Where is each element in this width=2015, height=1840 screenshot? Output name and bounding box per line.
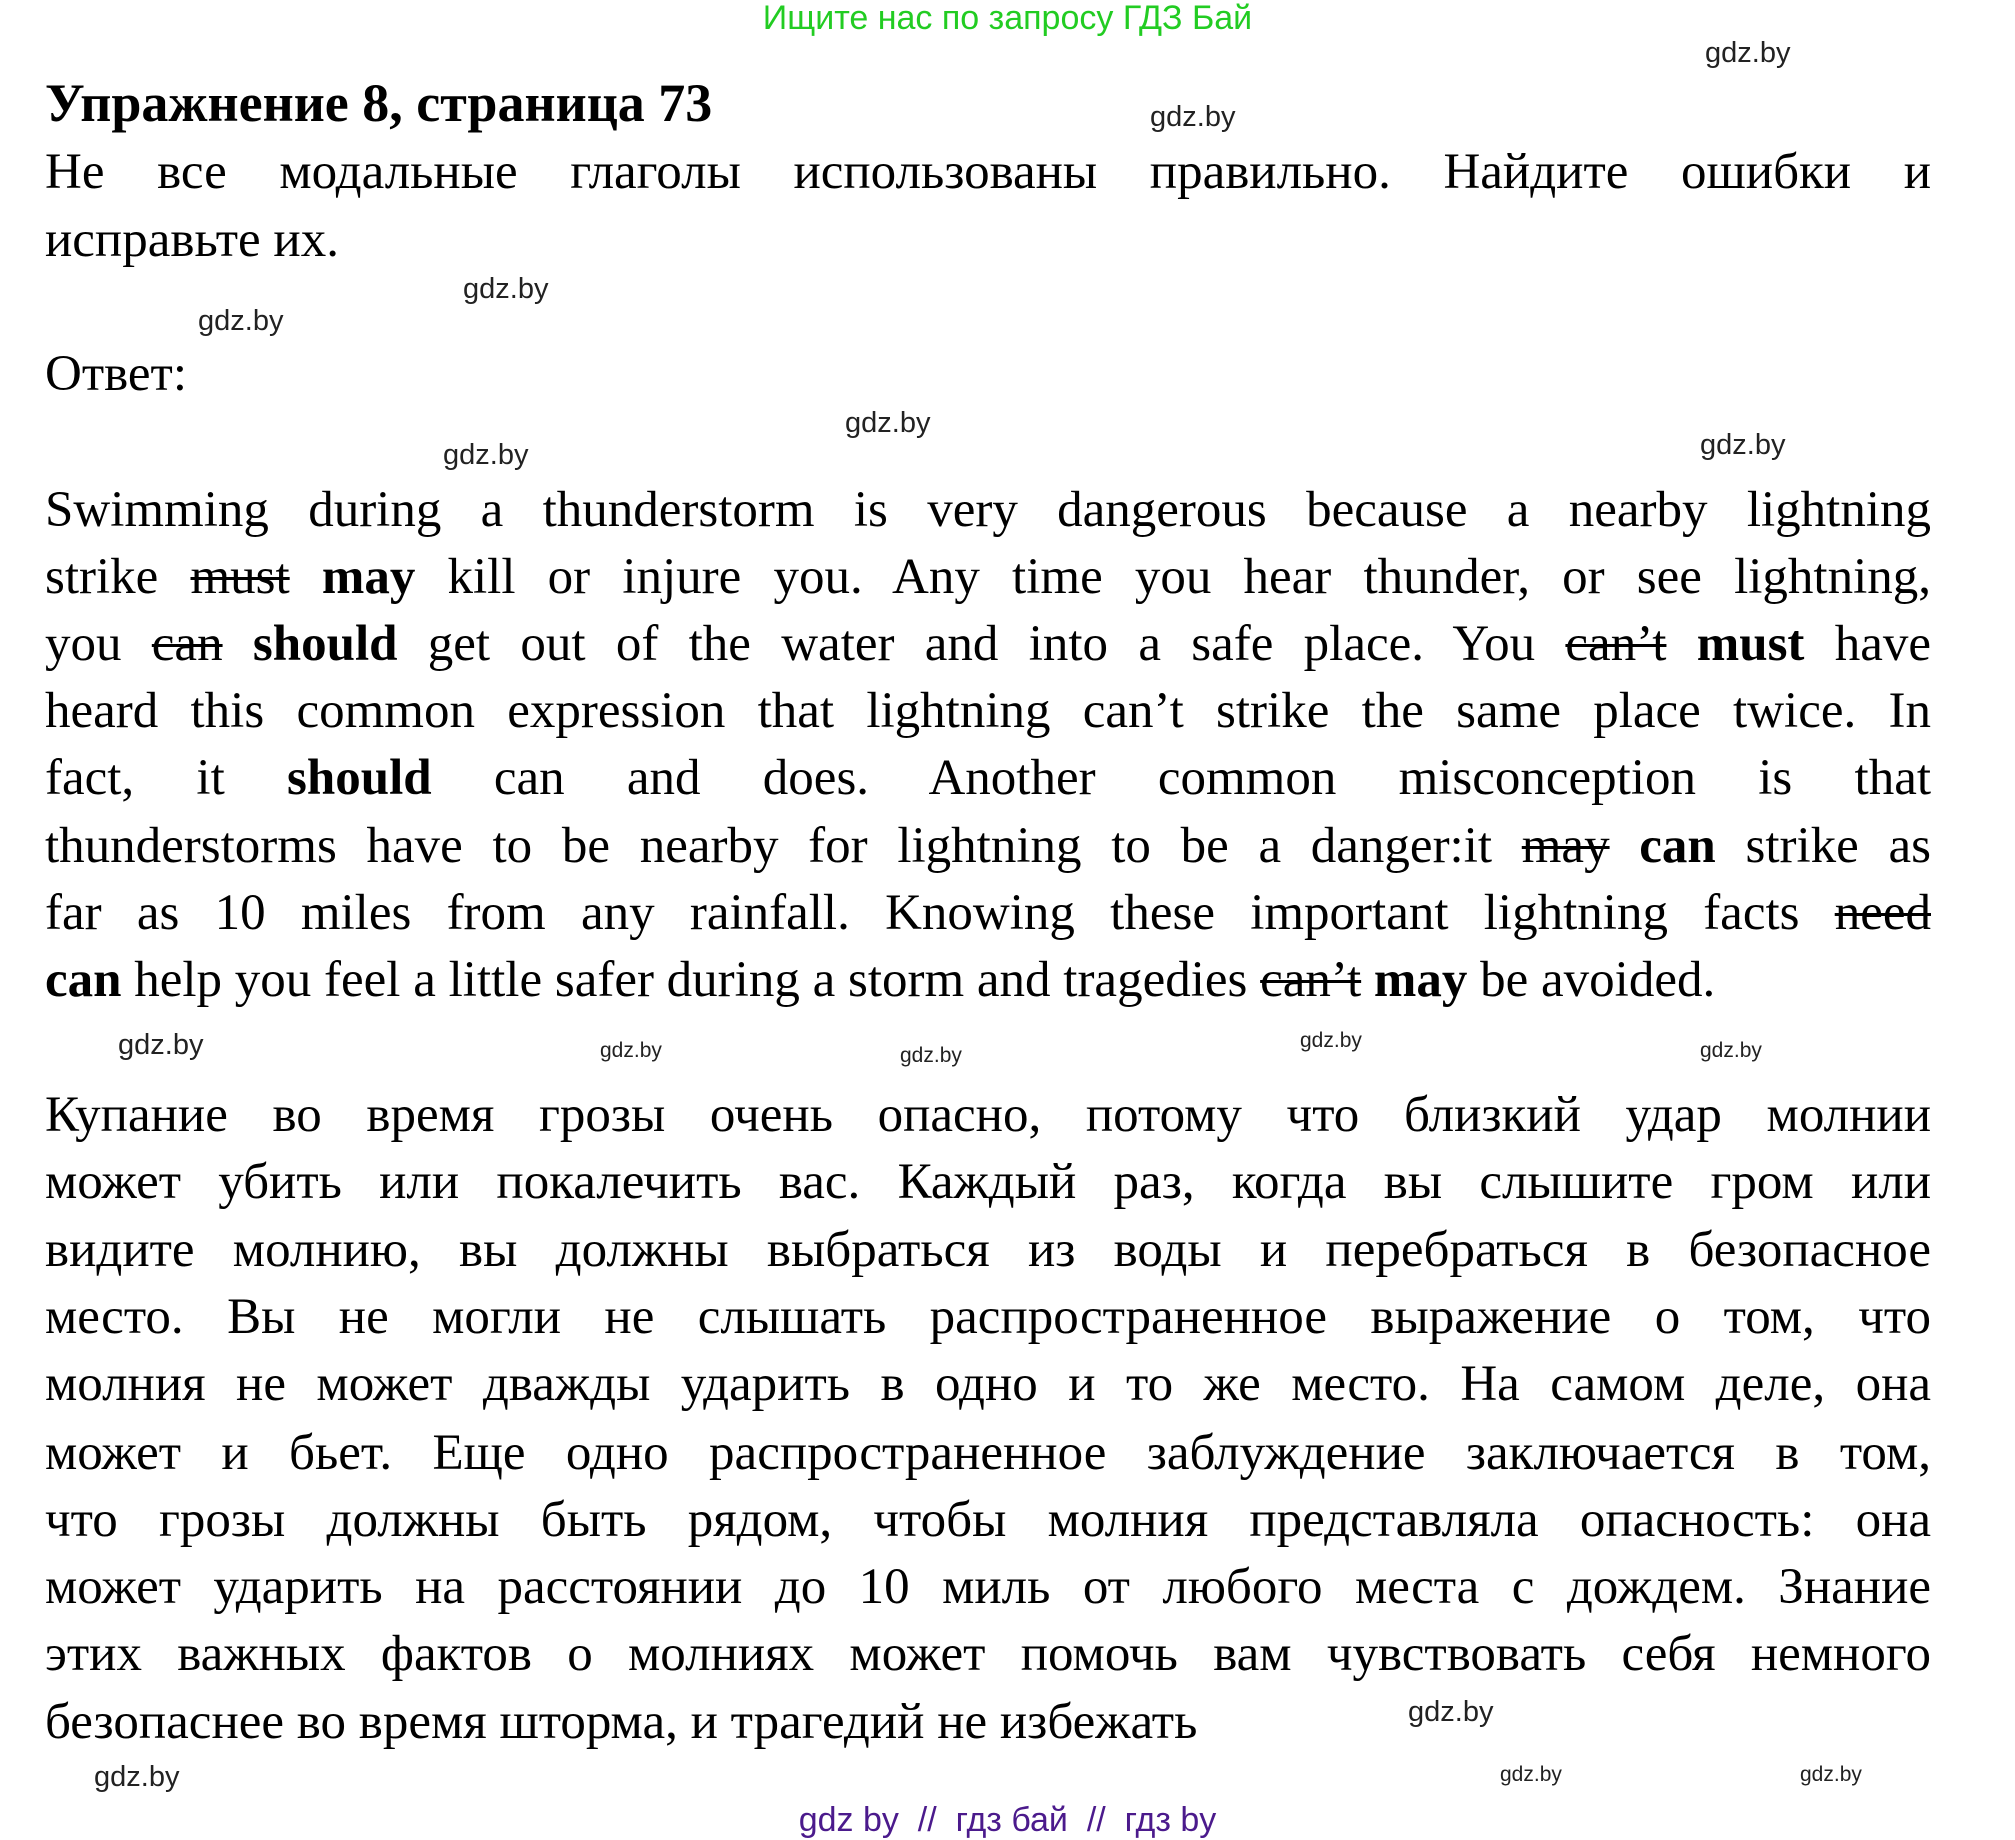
text-segment: kill or injure you. Any time you hear thunder, or see lightning,: [415, 549, 1931, 605]
watermark: gdz.by: [900, 1044, 962, 1067]
text-segment: can and does. Another common misconception is that: [431, 750, 1932, 806]
corrected-word: can: [1639, 818, 1716, 874]
english-line: [45, 612, 1931, 676]
crossed-out-word: may: [1521, 818, 1610, 874]
corrected-word: can: [45, 952, 122, 1008]
watermark: gdz.by: [600, 1039, 662, 1062]
text-segment: [223, 616, 253, 672]
english-line: [45, 814, 1931, 878]
crossed-out-word: can’t: [1260, 952, 1362, 1008]
watermark: gdz.by: [1800, 1763, 1862, 1786]
text-segment: thunderstorms have to be nearby for lightning to be a danger:it: [45, 818, 1522, 874]
text-segment: Swimming during a thunderstorm is very dangerous because a nearby lightning: [45, 482, 1931, 538]
corrected-word: may: [321, 549, 416, 605]
english-line: [45, 478, 1931, 542]
russian-line: безопаснее во время шторма, и трагедий не избежать: [45, 1694, 1198, 1750]
crossed-out-word: can’t: [1565, 616, 1667, 672]
russian-line: может и бьет. Еще одно распространенное заблуждение заключается в том,: [45, 1425, 1931, 1481]
watermark: gdz.by: [198, 305, 284, 337]
watermark: gdz.by: [94, 1761, 180, 1793]
text-segment: you: [45, 616, 152, 672]
russian-line: Купание во время грозы очень опасно, потому что близкий удар молнии: [45, 1087, 1931, 1143]
crossed-out-word: must: [190, 549, 290, 605]
text-segment: [1610, 818, 1640, 874]
instruction-line: исправьте их.: [45, 212, 339, 268]
watermark: gdz.by: [1500, 1763, 1562, 1786]
text-segment: strike: [45, 549, 191, 605]
russian-line: что грозы должны быть рядом, чтобы молния представляла опасность: она: [45, 1492, 1931, 1548]
watermark: gdz.by: [1150, 101, 1236, 133]
watermark: gdz.by: [1700, 429, 1786, 461]
watermark: gdz.by: [845, 407, 931, 439]
watermark: gdz.by: [1300, 1029, 1362, 1052]
instruction-line: Не все модальные глаголы использованы правильно. Найдите ошибки и: [45, 144, 1931, 200]
english-line: [45, 679, 1931, 743]
english-line: [45, 948, 1715, 1012]
russian-line: может убить или покалечить вас. Каждый раз, когда вы слышите гром или: [45, 1154, 1931, 1210]
russian-line: этих важных фактов о молниях может помочь вам чувствовать себя немного: [45, 1626, 1931, 1682]
text-segment: [1666, 616, 1696, 672]
text-segment: get out of the water and into a safe place. You: [397, 616, 1566, 672]
corrected-word: should: [287, 750, 432, 806]
watermark: gdz.by: [443, 439, 529, 471]
corrected-word: must: [1696, 616, 1805, 672]
watermark: gdz.by: [463, 273, 549, 305]
page-title: Упражнение 8, страница 73: [45, 73, 713, 133]
answer-label: Ответ:: [45, 346, 187, 402]
watermark: gdz.by: [118, 1029, 204, 1061]
search-banner: Ищите нас по запросу ГДЗ Бай: [762, 0, 1253, 37]
text-segment: be avoided.: [1467, 952, 1716, 1008]
russian-line: место. Вы не могли не слышать распространенное выражение о том, что: [45, 1289, 1931, 1345]
footer-links: gdz by // гдз бай // гдз by: [798, 1801, 1217, 1839]
corrected-word: may: [1373, 952, 1468, 1008]
watermark: gdz.by: [1705, 37, 1791, 69]
russian-line: молния не может дважды ударить в одно и то же место. На самом деле, она: [45, 1356, 1931, 1412]
english-line: [45, 881, 1931, 945]
text-segment: help you feel a little safer during a storm and tragedies: [121, 952, 1261, 1008]
crossed-out-word: can: [151, 616, 223, 672]
watermark: gdz.by: [1408, 1696, 1494, 1728]
corrected-word: should: [252, 616, 398, 672]
text-segment: strike as: [1715, 818, 1931, 874]
watermark: gdz.by: [1700, 1039, 1762, 1062]
text-segment: heard this common expression that lightning can’t strike the same place twice. In: [45, 683, 1931, 739]
russian-line: может ударить на расстоянии до 10 миль от любого места с дождем. Знание: [45, 1559, 1931, 1615]
text-segment: have: [1804, 616, 1931, 672]
text-segment: [1361, 952, 1374, 1008]
text-segment: far as 10 miles from any rainfall. Knowing these important lightning facts: [45, 885, 1835, 941]
russian-line: видите молнию, вы должны выбраться из воды и перебраться в безопасное: [45, 1222, 1931, 1278]
crossed-out-word: need: [1834, 885, 1931, 941]
english-line: [45, 545, 1931, 609]
text-segment: [290, 549, 322, 605]
text-segment: fact, it: [45, 750, 288, 806]
english-line: [45, 746, 1931, 810]
